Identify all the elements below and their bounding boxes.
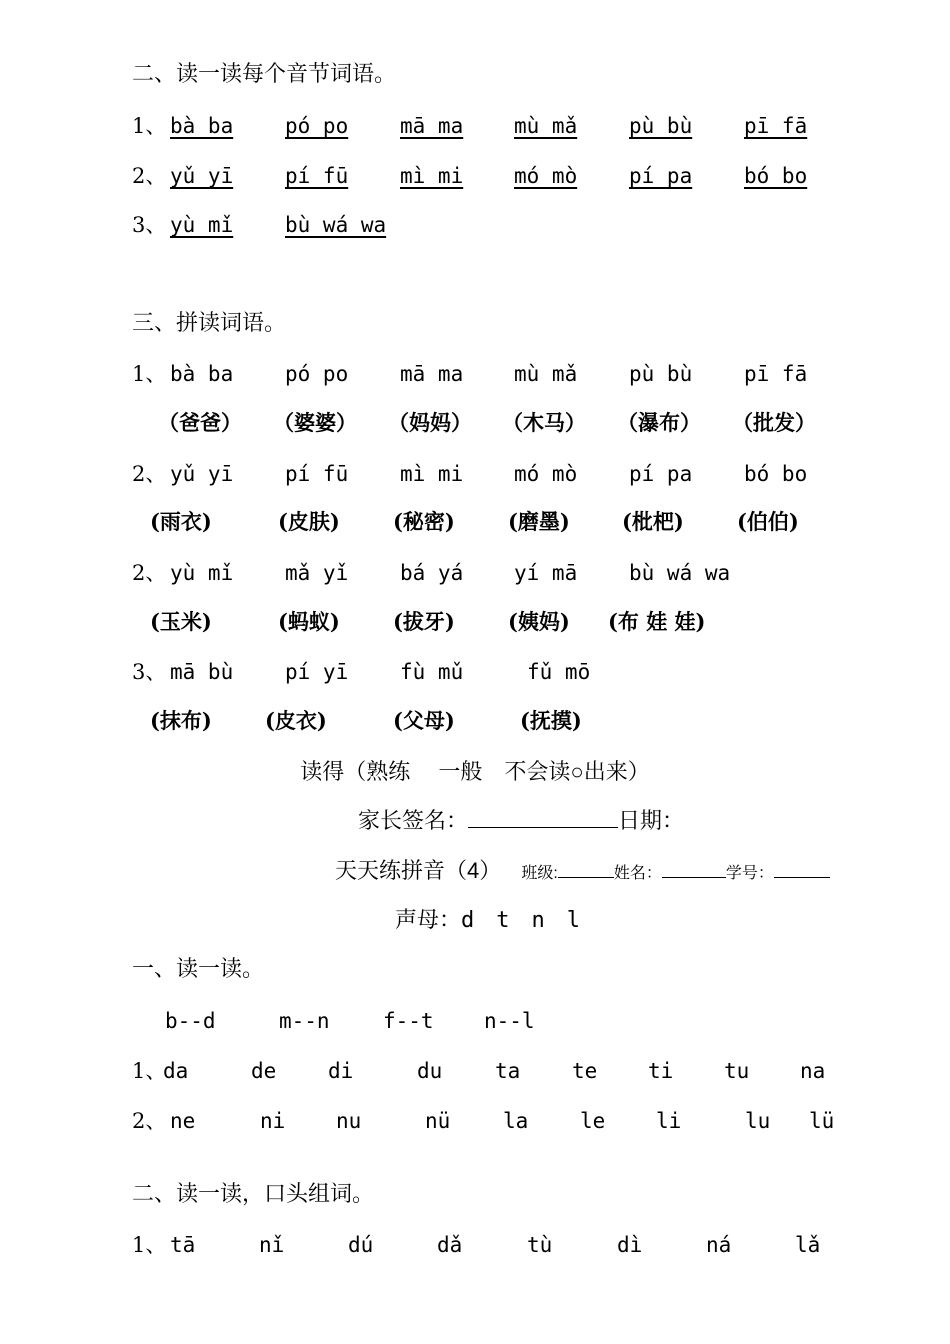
word-item: (父母): [393, 708, 455, 733]
pinyin-item: fù mǔ: [400, 660, 464, 684]
syllable: lü: [809, 1109, 835, 1133]
syllable: na: [800, 1059, 826, 1083]
syllable: ná: [706, 1233, 732, 1257]
word-item: (秘密): [393, 509, 455, 534]
lesson4-section-1-title: 一、读一读。: [132, 957, 265, 982]
syllable: te: [572, 1059, 598, 1083]
syllable: lu: [745, 1109, 771, 1133]
pinyin-item: bà ba: [170, 362, 234, 386]
date-label: 日期：: [618, 808, 685, 833]
syllable: li: [656, 1109, 682, 1133]
lesson-title: 天天练拼音（4）: [335, 858, 502, 883]
syllable: dú: [348, 1233, 374, 1257]
reading-level: 读得（熟练 一般 不会读○出来）: [300, 759, 650, 784]
pinyin-item: yù mǐ: [170, 213, 234, 237]
pinyin-item: mù mǎ: [514, 362, 578, 386]
word-item: (皮衣): [265, 708, 327, 733]
word-item: (伯伯): [737, 509, 799, 534]
pinyin-item: pī fā: [744, 362, 808, 386]
pinyin-item: fǔ mō: [527, 660, 591, 684]
word-item: (抹布): [150, 708, 212, 733]
word-item: (玉米): [150, 609, 212, 634]
syllable: du: [417, 1059, 443, 1083]
pinyin-item: bó bo: [744, 462, 808, 486]
lesson4-section-2-title: 二、读一读，口头组词。: [132, 1182, 375, 1207]
syllable: tā: [170, 1233, 196, 1257]
word-item: (布 娃 娃): [608, 609, 706, 634]
word-item: (雨衣): [150, 509, 212, 534]
word-item: （婆婆）: [273, 410, 357, 435]
class-label: 班级:: [521, 865, 558, 882]
name-label: 姓名：: [613, 865, 662, 882]
word-item: （爸爸）: [158, 410, 242, 435]
row-number: 1、: [132, 1059, 167, 1083]
parent-sign-label: 家长签名：: [358, 808, 469, 833]
row-number: 3、: [132, 660, 167, 684]
compare-pair: m--n: [279, 1009, 330, 1033]
pinyin-item: mā ma: [400, 114, 464, 138]
syllable: da: [163, 1059, 189, 1083]
word-item: (抚摸): [520, 708, 582, 733]
pinyin-item: mì mi: [400, 462, 464, 486]
word-item: (姨妈): [508, 609, 570, 634]
pinyin-item: bá yá: [400, 561, 464, 585]
word-item: (蚂蚁): [278, 609, 340, 634]
syllable: la: [503, 1109, 529, 1133]
word-item: （瀑布）: [617, 410, 701, 435]
syllable: ti: [648, 1059, 674, 1083]
word-item: （批发）: [732, 410, 816, 435]
row-number: 2、: [132, 561, 167, 585]
pinyin-item: pó po: [285, 362, 349, 386]
syllable: ne: [170, 1109, 196, 1133]
pinyin-item: mǎ yǐ: [285, 561, 349, 585]
pinyin-item: mì mi: [400, 164, 464, 188]
pinyin-item: yǔ yī: [170, 462, 234, 486]
id-blank[interactable]: [774, 859, 830, 878]
pinyin-item: pī fā: [744, 114, 808, 138]
pinyin-item: mó mò: [514, 462, 578, 486]
pinyin-item: mó mò: [514, 164, 578, 188]
word-item: (枇杷): [622, 509, 684, 534]
pinyin-item: pù bù: [629, 114, 693, 138]
syllable: dì: [617, 1233, 643, 1257]
word-item: （木马）: [502, 410, 586, 435]
initials-line: 声母：d t n l: [395, 908, 580, 933]
syllable: le: [580, 1109, 606, 1133]
syllable: lǎ: [795, 1233, 821, 1257]
pinyin-item: bù wá wa: [629, 561, 731, 585]
row-number: 3、: [132, 213, 167, 237]
pinyin-item: bó bo: [744, 164, 808, 188]
pinyin-item: yù mǐ: [170, 561, 234, 585]
syllable: nu: [336, 1109, 362, 1133]
syllable: de: [251, 1059, 277, 1083]
id-label: 学号：: [725, 865, 774, 882]
pinyin-item: pí fū: [285, 164, 349, 188]
pinyin-item: bà ba: [170, 114, 234, 138]
parent-sign-blank[interactable]: [468, 809, 618, 828]
pinyin-item: yǔ yī: [170, 164, 234, 188]
class-blank[interactable]: [558, 859, 614, 878]
row-number: 2、: [132, 462, 167, 486]
row-number: 1、: [132, 1233, 167, 1257]
pinyin-item: pí yī: [285, 660, 349, 684]
compare-pair: n--l: [484, 1009, 535, 1033]
pinyin-item: mā bù: [170, 660, 234, 684]
pinyin-item: pí pa: [629, 164, 693, 188]
pinyin-item: pó po: [285, 114, 349, 138]
pinyin-item: bù wá wa: [285, 213, 387, 237]
syllable: ni: [260, 1109, 286, 1133]
lesson-header: [335, 858, 830, 887]
syllable: ta: [495, 1059, 521, 1083]
syllable: di: [328, 1059, 354, 1083]
word-item: (磨墨): [508, 509, 570, 534]
compare-pair: b--d: [165, 1009, 216, 1033]
parent-signature-row: [358, 808, 684, 834]
word-item: (拔牙): [393, 609, 455, 634]
pinyin-item: pí pa: [629, 462, 693, 486]
pinyin-item: mù mǎ: [514, 114, 578, 138]
row-number: 2、: [132, 1109, 167, 1133]
syllable: nü: [425, 1109, 451, 1133]
pinyin-item: pù bù: [629, 362, 693, 386]
row-number: 1、: [132, 362, 167, 386]
word-item: (皮肤): [278, 509, 340, 534]
syllable: dǎ: [437, 1233, 463, 1257]
section-3-title: 三、拼读词语。: [132, 311, 287, 336]
pinyin-item: mā ma: [400, 362, 464, 386]
name-blank[interactable]: [662, 859, 726, 878]
section-2-title: 二、读一读每个音节词语。: [132, 62, 397, 87]
syllable: nǐ: [259, 1233, 285, 1257]
pinyin-item: yí mā: [514, 561, 578, 585]
syllable: tu: [724, 1059, 750, 1083]
row-number: 1、: [132, 114, 167, 138]
syllable: tù: [527, 1233, 553, 1257]
row-number: 2、: [132, 164, 167, 188]
compare-pair: f--t: [383, 1009, 434, 1033]
word-item: （妈妈）: [388, 410, 472, 435]
pinyin-item: pí fū: [285, 462, 349, 486]
